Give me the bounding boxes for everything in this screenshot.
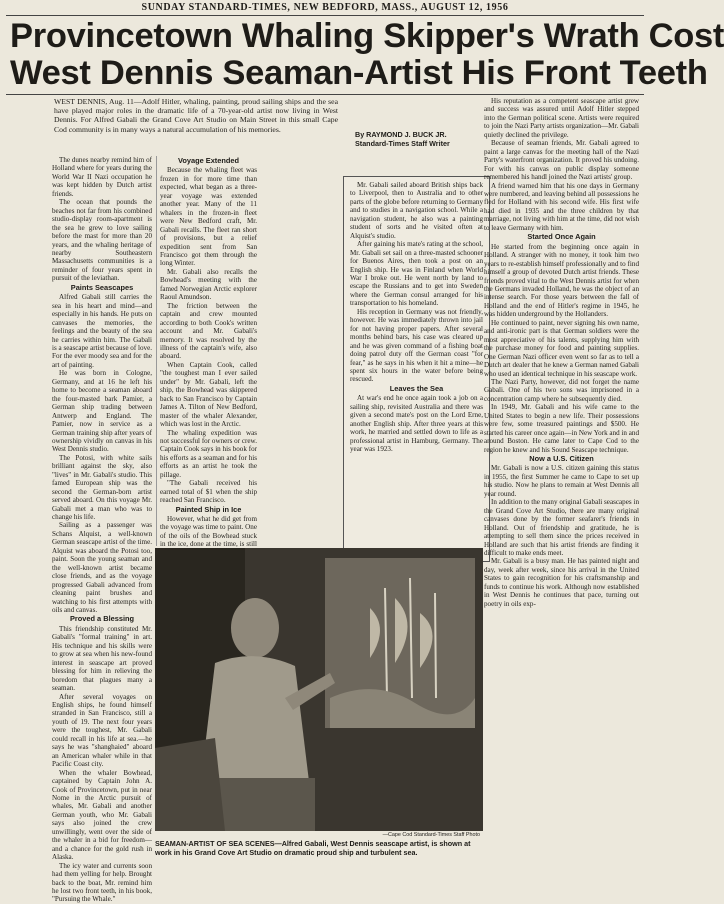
article-paragraph: He started from the beginning once again in Holland. A stranger with no money, it took him two years to re-establish himself professionally and to find himself a group of devoted Dutch artist friends. These friends proved vital to the West Dennis artist for when the Germans invaded Holland, he was the object of an intense search. For those years between the fall of Holland and the end of Hitler's regime in 1945, he was hidden underground by the Hollanders. [484, 242, 639, 319]
article-paragraph: A friend warned him that his one days in Germany were numbered, and leaving behind all possessions he fled for Holland with his second wife. His first wife had died in 1935 and the three children by that marriage, not living with him at the time, did not wish to leave Germany with him. [484, 181, 639, 232]
subhead: Started Once Again [527, 232, 596, 242]
article-paragraph: The Nazi Party, however, did not forget the name Gabali. One of his two sons was imprisoned in a concentration camp where he subsequently died. [484, 377, 639, 403]
dateline: SUNDAY STANDARD-TIMES, NEW BEDFORD, MASS., AUGUST 12, 1956 [141, 2, 509, 13]
article-paragraph: This friendship constituted Mr. Gabali's "formal training" in art. His technique and his skills were to grow at sea when his new-found interest in seascape art proved blessing for him in relieving the boredom that plagues many a seaman. [52, 624, 152, 693]
subhead: Leaves the Sea [389, 383, 444, 393]
column-4 [484, 97, 639, 857]
article-paragraph: He was born in Cologne, Germany, and at 16 he left his home to become a seaman aboard the four-masted bark Pamier, a German ship trading between Antwerp and England. The Pamier, now in service as a German training ship after years of ownership vividly on canvas in his West Dennis studio. [52, 369, 152, 454]
article-paragraph: Alfred Gabali still carries the sea in his heart and mind—and especially in his hands. He puts on canvases the memories, the feelings and the beauty of the sea he carries within him. The Gabali is a seascape artist because of love. For the ever moody sea and for the art of painting. [52, 293, 152, 369]
article-paragraph: The friction between the captain and crew mounted according to both Cook's written account and Mr. Gabali's memory. It was resolved by the illness of the captain's wife, also aboard. [160, 301, 257, 361]
article-paragraph: However, what he did get from the voyage was time to paint. One of the oils of the Bowhead stuck in the ice, done at the time, is still [160, 515, 257, 549]
article-paragraph: The ocean that pounds the beaches not far from his combined studio-display room-apartment is the sea he grew to love sailing before the mast for more than 20 years, and the whaling heritage of nearby Southeastern Massachusetts communities is a reminder of four years spent in pursuit of the leviathan. [52, 198, 152, 283]
photo-credit: —Cape Cod Standard-Times Staff Photo [382, 832, 480, 838]
article-paragraph: After gaining his mate's rating at the school, Mr. Gabali set sail on a three-masted schooner for Buenos Aires, then took a post on an English ship. He was in Finland when World War I broke out. He went north by land to escape the Russians and to get into Sweden where the German consul arranged for his transportation to his homeland. [350, 240, 483, 308]
article-paragraph: His reputation as a competent seascape artist grew and success was assured until Adolf Hitler stepped into the German political scene. Artists were required to join the Nazi Party artists organization—Mr. Gabali quietly declined the privilege. [484, 97, 639, 139]
article-paragraph: In addition to the many original Gabali seascapes in the Grand Cove Art Studio, there are many original canvases done by the former seafarer's friends in Holland. Out of friendship and gratitude, he is attempting to sell them since the prices received in Holland are such that his artist friends are finding it difficult to make ends meet. [484, 498, 639, 558]
article-paragraph: The whaling expedition was not successful for owners or crew. Captain Cook says in his book for his efforts as a seaman and for his efforts as an artist he took the pillage. [160, 428, 257, 479]
column-1 [52, 156, 152, 904]
column-2 [160, 156, 257, 549]
subhead: Painted Ship in Ice [175, 504, 242, 514]
article-paragraph: Because of seaman friends, Mr. Gabali agreed to paint a large canvas for the meeting hall of the Nazi Party's waterfront organization. It proved his undoing. For with his canvas on public display someone remembered his handl joined the Nazi artists' group. [484, 139, 639, 182]
headline-line-2: West Dennis Seaman-Artist His Front Teeth [10, 54, 708, 92]
article-paragraph: His reception in Germany was not friendly, however. He was immediately thrown into jail for not having proper papers. After several months behind bars, his case was cleared up and he was given command of a fishing boat doing patrol duty off the German coast "for fear," as he says in his when it hit a mine—he spent six hours in the water before being rescued. [350, 307, 483, 384]
article-paragraph: Sailing as a passenger was Schans Alquist, a well-known German seascape artist of the time. Alquist was aboard the Potosi too, paint. Soon the young seaman and the well-known artist became close friends, and as the voyage progressed Gabali advanced from cleaning paint brushes and watching to his first attempts with oils and canvas. [52, 521, 152, 615]
subhead: Proved a Blessing [69, 614, 135, 624]
byline-author: By RAYMOND J. BUCK JR. [355, 130, 447, 139]
article-paragraph: Mr. Gabali is now a U.S. citizen gaining this status in 1955, the first Summer he came to Cape to set up his studio. Now he plans to remain at West Dennis all year round. [484, 464, 639, 498]
subhead: Now a U.S. Citizen [529, 454, 594, 464]
subhead: Voyage Extended [177, 156, 240, 165]
byline-staff: Standard-Times Staff Writer [355, 139, 450, 148]
column-3 [343, 176, 490, 562]
byline [355, 130, 485, 148]
article-paragraph: Mr. Gabali sailed aboard British ships back to Liverpool, then to Australia and to other parts of the globe before returning to Germany and to studies in a navigation school. While a navigation student, he also was a painting student of sorts and he visited often at Alquist's studio. [350, 181, 483, 240]
article-paragraph: "The Gabali received his earned total of $1 when the ship reached San Francisco. [160, 479, 257, 505]
article-paragraph: In 1949, Mr. Gabali and his wife came to the United States to begin a new life. Their possessions were few, some treasured paintings and $500. He started his career once again—in New York and in and around Boston. He came later to Cape Cod to the region he knew and his Sound Seascape technique. [484, 403, 639, 454]
article-paragraph: The dunes nearby remind him of Holland where for years during the World War II Nazi occupation he was kept hidden by Dutch artist friends. [52, 156, 152, 198]
lead-paragraph: WEST DENNIS, Aug. 11—Adolf Hitler, whaling, painting, proud sailing ships and the sea have played major roles in the dramatic life of a 70-year-old artist now living in West Dennis. For Alfred Gabali the Grand Cove Art Studio on Main Street in this small Cape Cod community is in many ways a natural accumulation of his memories. [54, 97, 338, 134]
article-paragraph: The icy water and currents soon had them yelling for help. Brought back to the boat, Mr. remind him he lost two front teeth, in his book, "Pursuing the Whale." [52, 861, 152, 904]
article-paragraph: When the whaler Bowhead, captained by Captain John A. Cook of Provincetown, put in near Nome in the Arctic pursuit of whales, Mr. Gabali and another German youth, who Mr. Gabali says also joined the crew unwillingly, went over the side of the whaler in a bid for freedom—and a chance for the gold rush in Alaska. [52, 768, 152, 862]
article-paragraph: The Potosi, with white sails brilliant against the sky, also "lives" in Mr. Gabali's studio. This famed European ship was the second the German-born artist served aboard. On this voyage Mr. Gabali met a man who was to change his life. [52, 453, 152, 522]
subhead: Paints Seascapes [70, 282, 134, 292]
article-paragraph: When Captain Cook, called "the toughest man I ever sailed under" by Mr. Gabali, left the ship, the Bowhead was skippered back to San Francisco by Captain James A. Tilton of New Bedford, master of the whaler Alexander, which was lost in the Arctic. [160, 360, 257, 429]
article-paragraph: Because the whaling fleet was frozen in for more time than expected, what began as a three-year voyage was extended another year. Many of the 11 whalers in the frozen-in fleet were New Bedford craft, Mr. Gabali recalls. The fleet ran short of provisions, but a relief expedition sent from San Francisco got them through the long Winter. [160, 166, 257, 268]
article-paragraph: Mr. Gabali is a busy man. He has painted night and day, week after week, since his arrival in the United States to gain recognition for his craftsmanship and funds to continue his work. Although now established in West Dennis he continues that pace, turning out poetry in oils exp- [484, 557, 639, 608]
article-paragraph: At war's end he once again took a job on a sailing ship, revisited Australia and there was given a second mate's post on the Lord Erne, another English ship. After three years at this work, he married and settled down to life as a professional artist in Hamburg, Germany. The year was 1923. [350, 394, 483, 454]
headline-rule [6, 94, 644, 95]
artist-photo-image [155, 548, 483, 831]
article-paragraph: He continued to paint, never signing his own name, and anti-ironic part is that German soldiers were the most appreciative of his talents, supplying him with the purchase money for food and painting supplies. One German Nazi officer even went so far as to tell a Dutch art dealer that he knew a German named Gabali who used an identical technique in his seascape work. [484, 318, 639, 378]
article-paragraph: Mr. Gabali also recalls the Bowhead's meeting with the famed Norwegian Arctic explorer Raoul Amundson. [160, 267, 257, 302]
top-rule [6, 15, 644, 16]
article-paragraph: After several voyages on English ships, he found himself stranded in San Francisco, still a youth of 19. The next four years were the toughest, Mr. Gabali could recall in his life at sea.—he says he was "shanghaied" aboard an American whaler while in that Pacific Coast city. [52, 692, 152, 769]
headline-line-1: Provincetown Whaling Skipper's Wrath Cost [10, 17, 724, 55]
artist-photo [155, 548, 483, 831]
column-divider [156, 156, 157, 546]
photo-caption: SEAMAN-ARTIST OF SEA SCENES—Alfred Gabali, West Dennis seascape artist, is shown at work in his Grand Cove Art Studio on dramatic proud ship and turbulent sea. [155, 839, 471, 857]
